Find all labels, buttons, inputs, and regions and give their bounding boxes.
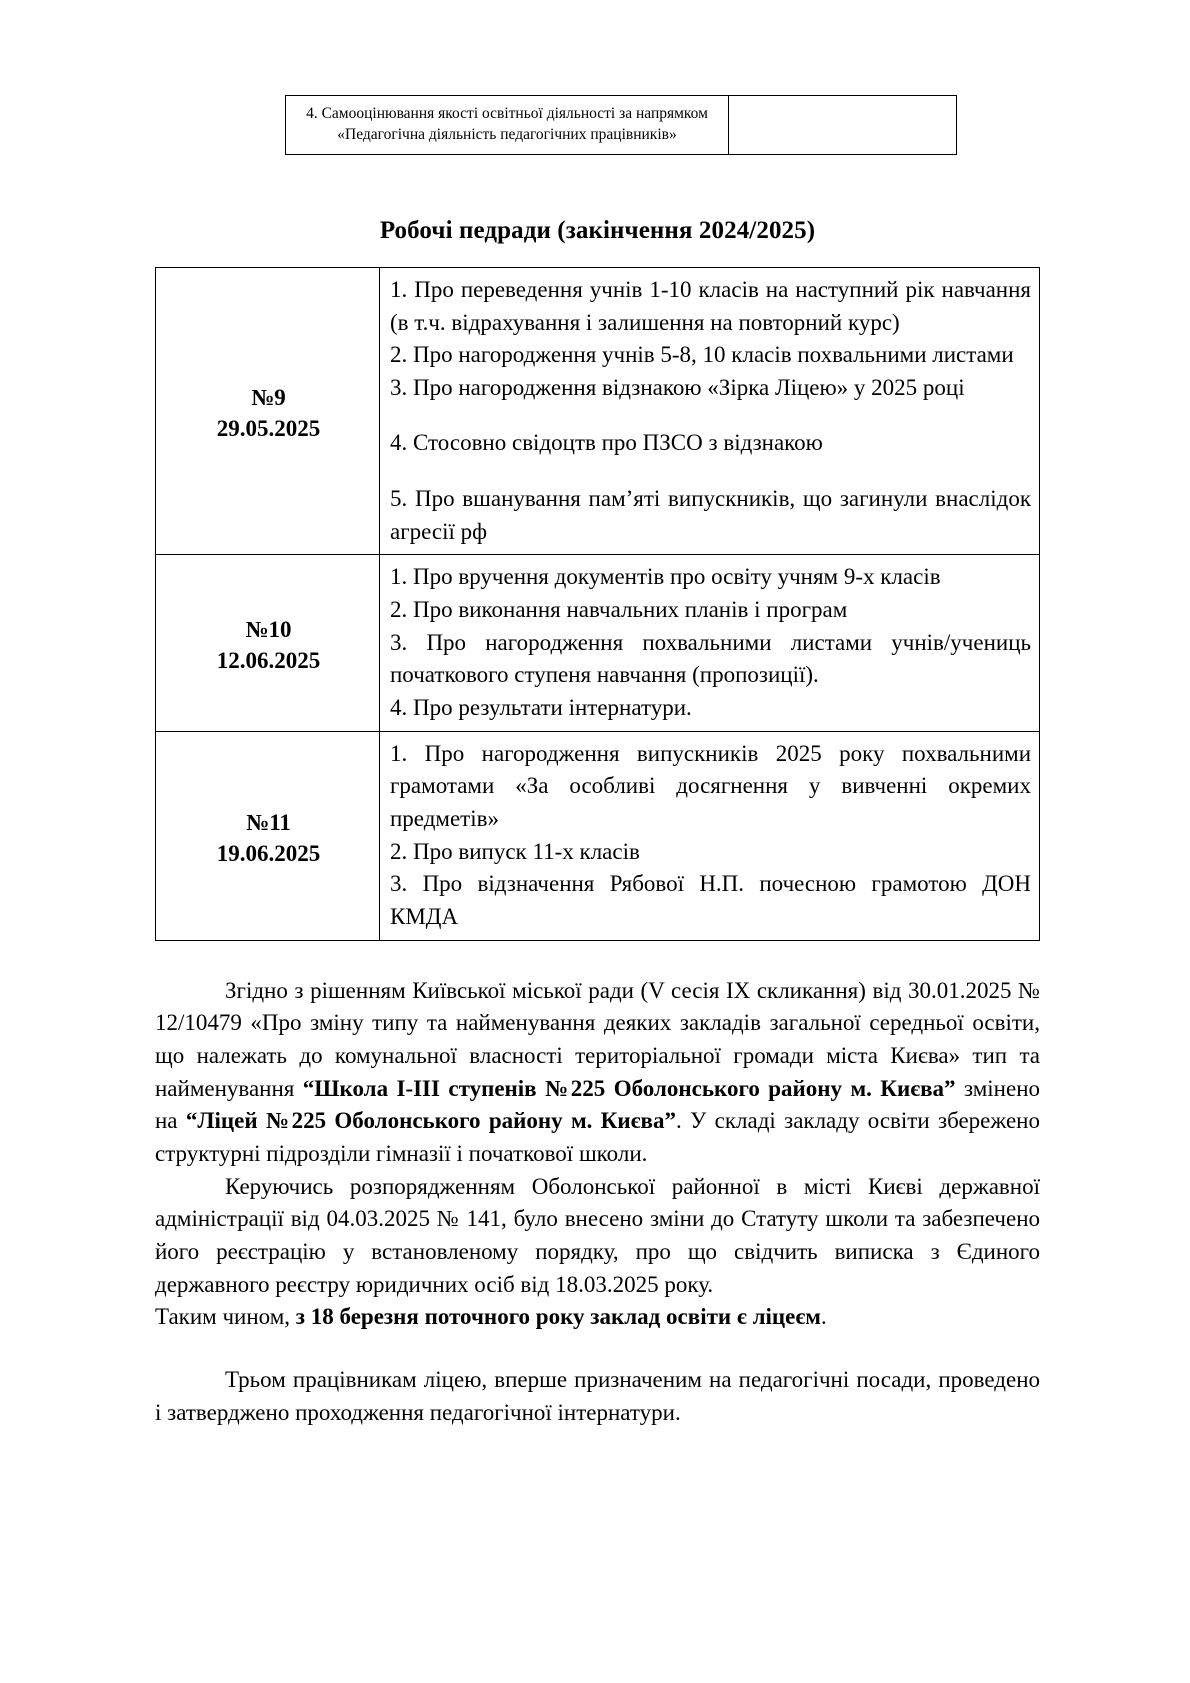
list-item: 4. Про результати інтернатури. [390, 695, 692, 721]
row-number-cell [156, 731, 380, 940]
school-new-name: “Ліцей №225 Оболонського району м. Києва” [185, 1108, 676, 1134]
body-paragraph-4: Трьом працівникам ліцею, вперше призначеним на педагогічні посади, проведено і затверджено проходження педагогічної інтернатури. [155, 1366, 1040, 1425]
table-row [286, 96, 957, 155]
row-items-cell [380, 267, 1040, 555]
meeting-date: 12.06.2025 [216, 648, 321, 674]
school-old-name: “Школа І-ІІІ ступенів №225 Оболонського району м. Києва” [302, 1075, 956, 1101]
row-number-cell [156, 555, 380, 731]
agenda-table [155, 267, 1040, 941]
paragraph-text: . У складі закладу освіти збережено структурні підрозділи гімназії і початкової школи. [155, 1108, 1040, 1166]
paragraph-text: Згідно з рішенням Київської міської ради (V сесія IX скликання) від 30.01.2025 № 12/10479 «Про зміну типу та найменування деяких закладів загальної середньої освіти, що належать до комунальної власності територіальної громади міста Києва» тип та найменування [155, 977, 1040, 1101]
meeting-number: №11 [246, 809, 291, 835]
table-row [156, 267, 1040, 555]
row-number-cell [156, 267, 380, 555]
body-paragraph-1 [155, 975, 1040, 1171]
list-item: 1. Про переведення учнів 1-10 класів на наступний рік навчання (в т.ч. відрахування і залишення на повторний курс) [390, 276, 1031, 335]
table-row [156, 731, 1040, 940]
list-item: 3. Про відзначення Рябової Н.П. почесною грамотою ДОН КМДА [390, 871, 1031, 929]
list-item: 3. Про нагородження похвальними листами учнів/учениць початкового ступеня навчання (пропозиції). [390, 629, 1031, 688]
list-item: 3. Про нагородження відзнакою «Зірка Ліцею» у 2025 році [390, 374, 965, 400]
conclusion-highlight: з 18 березня поточного року заклад освіти є ліцеєм [295, 1304, 821, 1330]
header-table-text-cell: 4. Самооцінювання якості освітньої діяльності за напрямком «Педагогічна діяльність педагогічних працівників» [286, 96, 729, 155]
paragraph-text: змінено на [155, 1075, 1041, 1134]
paragraph-text: . [820, 1304, 827, 1330]
paragraph-text: Таким чином, [155, 1304, 296, 1330]
list-item: 1. Про нагородження випускників 2025 року похвальними грамотами «За особливі досягнення у вивченні окремих предметів» [390, 740, 1031, 832]
list-item: 4. Стосовно свідоцтв про ПЗСО з відзнакою [390, 430, 823, 456]
list-item: 5. Про вшанування пам’яті випускників, що загинули внаслідок агресії рф [390, 486, 1031, 544]
header-table [285, 95, 957, 155]
row-items-cell [380, 731, 1040, 940]
row-items-cell [380, 555, 1040, 731]
header-table-empty-cell [729, 96, 957, 155]
page-title: Робочі педради (закінчення 2024/2025) [379, 216, 816, 244]
meeting-date: 19.06.2025 [216, 840, 321, 866]
list-item: 2. Про виконання навчальних планів і програм [390, 597, 848, 623]
meeting-date: 29.05.2025 [216, 416, 321, 442]
body-paragraph-2: Керуючись розпорядженням Оболонської районної в місті Києві державної адміністрації від 04.03.2025 № 141, було внесено зміни до Статуту школи та забезпечено його реєстрацію у встановленому порядку, про що свідчить виписка з Єдиного державного реєстру юридичних осіб від 18.03.2025 року. [155, 1173, 1040, 1297]
meeting-number: №9 [251, 385, 286, 411]
list-item: 2. Про випуск 11-х класів [390, 838, 640, 864]
body-paragraph-3 [155, 1301, 1040, 1334]
list-item: 1. Про вручення документів про освіту учням 9-х класів [390, 564, 941, 590]
table-row [156, 555, 1040, 731]
list-item: 2. Про нагородження учнів 5-8, 10 класів похвальними листами [390, 342, 1014, 368]
meeting-number: №10 [245, 617, 292, 643]
